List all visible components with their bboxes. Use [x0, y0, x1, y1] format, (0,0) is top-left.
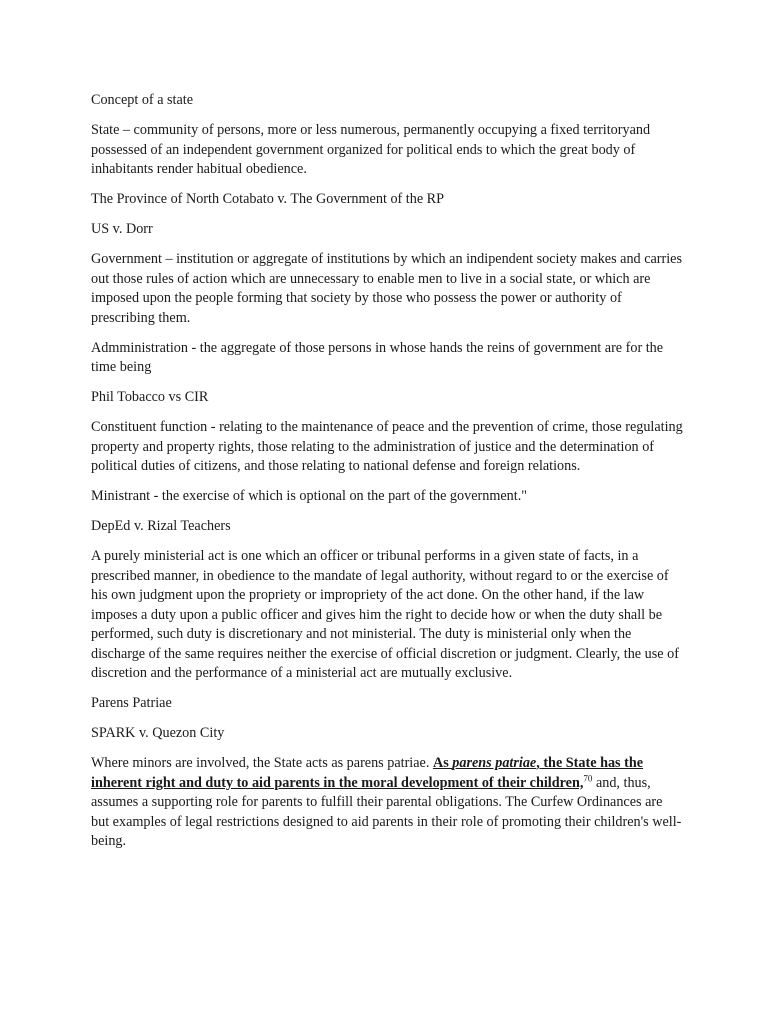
footnote-marker: 70: [583, 772, 593, 783]
spark-emphasis-as: As: [432, 755, 453, 771]
spark-tail-text: and, thus, assumes a supporting role for parents to fulfill their parental obligations. The Curfew Ordinances are but examples of legal restrictions designed to aid parents in their role of promoting their children's well-being.: [91, 774, 682, 849]
ministrant-definition: Ministrant - the exercise of which is optional on the part of the government.": [91, 488, 528, 504]
section-heading-parens-patriae: Parens Patriae: [91, 695, 172, 711]
spark-paragraph: [91, 754, 683, 852]
spark-intro-text: Where minors are involved, the State acts as parens patriae.: [91, 755, 433, 771]
government-definition: Government – institution or aggregate of institutions by which an indipendent society makes and carries out those rules of action which are unnecessary to enable men to live in a social state, or which are imposed upon the people forming that society by those who possess the power or authority of prescribing them.: [91, 251, 683, 326]
spark-emphasis-rest: , the State has the inherent right and duty to aid parents in the moral development of their children,: [91, 755, 644, 791]
document-page: [91, 91, 683, 862]
case-title-spark: SPARK v. Quezon City: [91, 725, 225, 741]
state-definition: State – community of persons, more or less numerous, permanently occupying a fixed territoryand possessed of an independent government organized for political ends to which the great body of inhabitants render habitual obedience.: [91, 122, 651, 177]
section-heading-concept-of-state: Concept of a state: [91, 92, 194, 108]
case-title-tobacco: Phil Tobacco vs CIR: [91, 389, 209, 405]
administration-definition: Admministration - the aggregate of those persons in whose hands the reins of government are for the time being: [91, 339, 664, 375]
case-title-dorr: US v. Dorr: [91, 221, 153, 237]
case-title-deped: DepEd v. Rizal Teachers: [91, 518, 231, 534]
constituent-function-definition: Constituent function - relating to the maintenance of peace and the prevention of crime, those regulating property and property rights, those relating to the administration of justice and the determination of political duties of citizens, and those relating to national defense and foreign relations.: [91, 419, 683, 474]
case-title-cotabato: The Province of North Cotabato v. The Government of the RP: [91, 191, 445, 207]
spark-emphasis-italic: parens patriae: [452, 755, 537, 771]
ministerial-act-paragraph: A purely ministerial act is one which an officer or tribunal performs in a given state of facts, in a prescribed manner, in obedience to the mandate of legal authority, without regard to or the exercise of his own judgment upon the propriety or impropriety of the act done. On the other hand, if the law imposes a duty upon a public officer and gives him the right to decide how or when the duty shall be performed, such duty is discretionary and not ministerial. The duty is ministerial only when the discharge of the same requires neither the exercise of official discretion or judgment. Clearly, the use of discretion and the performance of a ministerial act are mutually exclusive.: [91, 548, 679, 681]
